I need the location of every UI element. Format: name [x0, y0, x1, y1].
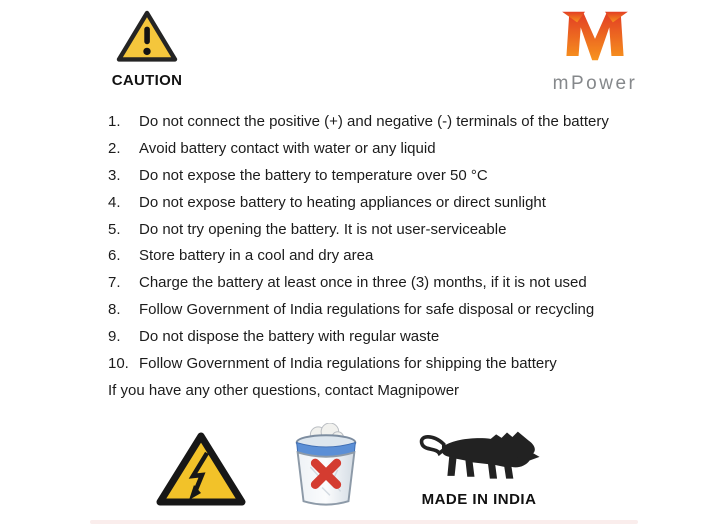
cutoff-red-text-strip [90, 520, 638, 524]
caution-list [108, 108, 668, 377]
list-item-text: Avoid battery contact with water or any liquid [139, 139, 436, 157]
list-item-number: 6. [108, 247, 121, 265]
made-in-india-badge [403, 428, 555, 508]
caution-header [102, 8, 192, 89]
list-item-text: Do not expose battery to heating appliances or direct sunlight [139, 193, 546, 211]
list-item [108, 189, 668, 216]
list-item-number: 5. [108, 220, 121, 238]
list-item [108, 242, 668, 269]
list-item [108, 108, 668, 135]
mpower-m-logo-icon [557, 6, 633, 71]
list-item-text: Do not expose the battery to temperature over 50 °C [139, 166, 488, 184]
made-in-india-label: MADE IN INDIA [421, 491, 537, 508]
high-voltage-triangle-icon [155, 429, 247, 514]
list-item-number: 7. [108, 274, 121, 292]
list-item-number: 1. [108, 112, 121, 130]
list-item-number: 3. [108, 166, 121, 184]
list-item [108, 135, 668, 162]
list-item-number: 4. [108, 193, 121, 211]
list-item [108, 296, 668, 323]
list-item-text: Do not dispose the battery with regular waste [139, 328, 440, 346]
list-item-text: Store battery in a cool and dry area [139, 247, 374, 265]
list-item-text: Follow Government of India regulations for safe disposal or recycling [139, 301, 595, 319]
list-item [108, 269, 668, 296]
list-item [108, 323, 668, 350]
do-not-dispose-bin-icon [286, 423, 366, 514]
list-item-text: Do not connect the positive (+) and negative (-) terminals of the battery [139, 112, 609, 130]
caution-label: CAUTION [111, 72, 183, 89]
list-item [108, 216, 668, 243]
list-item-text: Do not try opening the battery. It is not user-serviceable [139, 220, 507, 238]
list-item [108, 162, 668, 189]
list-item-number: 2. [108, 139, 121, 157]
list-item-number: 8. [108, 301, 121, 319]
list-item-number: 9. [108, 328, 121, 346]
list-item-text: Charge the battery at least once in three (3) months, if it is not used [139, 274, 587, 292]
list-item-text: Follow Government of India regulations for shipping the battery [139, 354, 557, 372]
contact-note: If you have any other questions, contact Magnipower [108, 381, 460, 399]
brand-wordmark: mPower [552, 73, 638, 94]
brand-logo [540, 6, 650, 95]
list-item [108, 350, 668, 377]
list-item-number: 10. [108, 354, 129, 372]
warning-triangle-icon [115, 8, 179, 66]
made-in-india-lion-icon [408, 428, 550, 489]
